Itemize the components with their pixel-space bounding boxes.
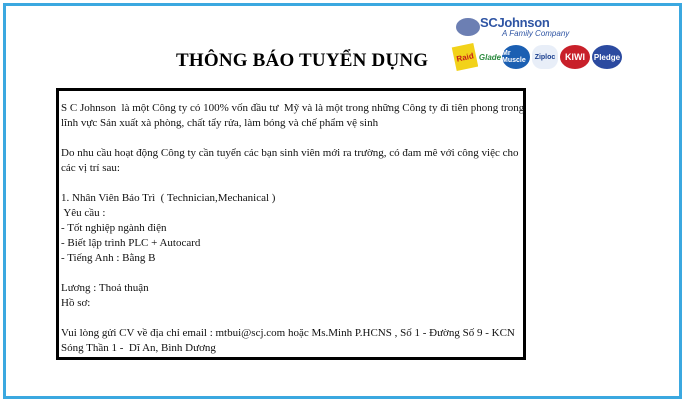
job-posting-box bbox=[56, 88, 526, 360]
company-tagline: A Family Company bbox=[502, 29, 570, 38]
brand-ziploc-logo: Ziploc bbox=[532, 45, 558, 69]
requirement-item: - Tốt nghiệp ngành điện bbox=[61, 222, 167, 234]
contact-line: Sóng Thần 1 - Dĩ An, Bình Dương bbox=[61, 342, 216, 354]
intro-line: S C Johnson là một Công ty có 100% vốn đầu tư Mỹ và là một trong những Công ty đi tiên phong trong bbox=[61, 102, 525, 114]
salary-line: Lương : Thoả thuận bbox=[61, 282, 149, 294]
brand-kiwi-logo: KIWI bbox=[560, 45, 590, 69]
requirement-item: - Tiếng Anh : Bằng B bbox=[61, 252, 156, 264]
need-line: các vị trí sau: bbox=[61, 162, 120, 174]
profile-label: Hồ sơ: bbox=[61, 297, 91, 309]
requirements-label: Yêu cầu : bbox=[61, 207, 106, 219]
intro-line: lĩnh vực Sản xuất xà phòng, chất tẩy rửa, làm bóng và chế phẩm vệ sinh bbox=[61, 117, 379, 129]
need-line: Do nhu cầu hoạt động Công ty cần tuyển các bạn sinh viên mới ra trường, có đam mê với công việc cho bbox=[61, 147, 519, 159]
company-name: SCJohnson bbox=[480, 15, 550, 30]
contact-line: Vui lòng gửi CV về địa chỉ email : mtbui@scj.com hoặc Ms.Minh P.HCNS , Số 1 - Đường Số 9 - KCN bbox=[61, 327, 515, 339]
brand-mr-muscle-logo: Mr Muscle bbox=[502, 45, 530, 69]
position-title: 1. Nhân Viên Bảo Trì ( Technician,Mechanical ) bbox=[61, 192, 276, 204]
brand-glade-logo: Glade bbox=[478, 45, 502, 69]
brand-pledge-logo: Pledge bbox=[592, 45, 622, 69]
company-logo bbox=[450, 12, 630, 72]
page-title: THÔNG BÁO TUYỂN DỤNG bbox=[176, 50, 429, 71]
brand-raid-logo: Raid bbox=[452, 43, 479, 71]
requirement-item: - Biết lập trình PLC + Autocard bbox=[61, 237, 201, 249]
scj-globe-icon bbox=[456, 18, 480, 36]
